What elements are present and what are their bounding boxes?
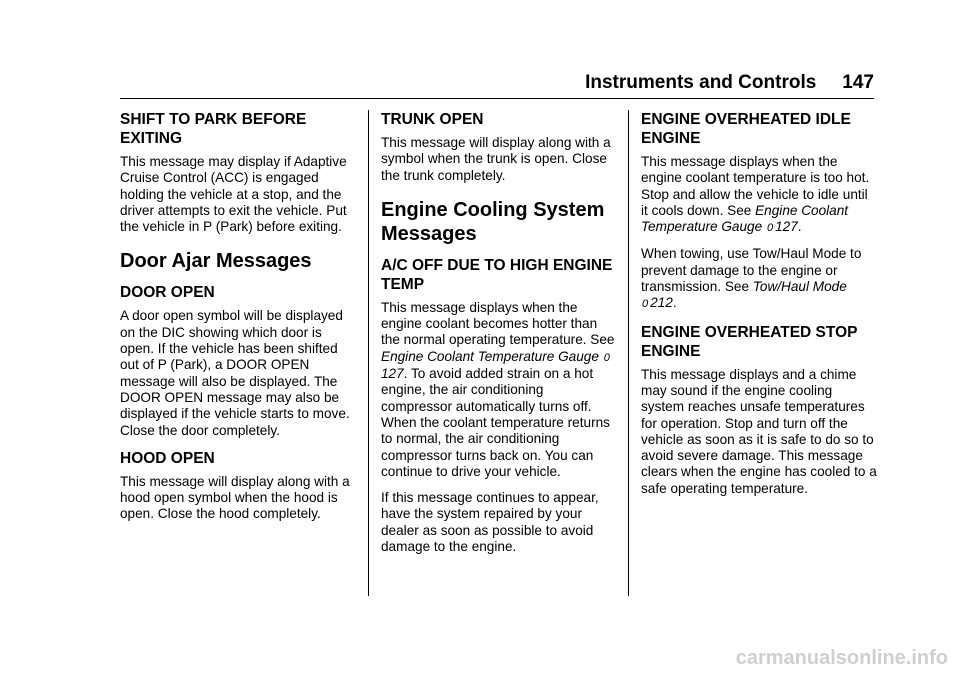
section-title: Instruments and Controls bbox=[585, 72, 817, 93]
page-ref-arrow-icon: 0 bbox=[603, 351, 610, 364]
text: . bbox=[672, 295, 677, 311]
column-2 bbox=[381, 110, 617, 565]
heading-door-open: DOOR OPEN bbox=[120, 284, 215, 302]
link-text: Engine Coolant Temperature Gauge bbox=[641, 202, 849, 235]
page-ref-arrow-icon: 0 bbox=[766, 222, 774, 235]
page-ref: 127 bbox=[775, 219, 798, 235]
page-header bbox=[120, 66, 874, 98]
paragraph-ac-off bbox=[381, 300, 617, 480]
text: . bbox=[797, 219, 802, 235]
header-title bbox=[585, 72, 874, 94]
heading-hood-open: HOOD OPEN bbox=[120, 449, 215, 467]
paragraph-hood-open: This message will display along with a hood open symbol when the hood is open. Close the hood completely. bbox=[120, 473, 350, 522]
column-3 bbox=[641, 110, 877, 507]
paragraph-trunk-open: This message will display along with a symbol when the trunk is open. Close the trunk completely. bbox=[381, 135, 611, 183]
section-door-ajar: Door Ajar Messages bbox=[120, 250, 312, 273]
heading-overheated-stop: ENGINE OVERHEATED STOP ENGINE bbox=[641, 323, 858, 360]
link-text: Engine Coolant Temperature Gauge bbox=[381, 348, 599, 364]
heading-shift-to-park: SHIFT TO PARK BEFORE EXITING bbox=[120, 111, 307, 147]
paragraph-towing bbox=[641, 246, 877, 312]
paragraph-ac-continues: If this message continues to appear, have the system repaired by your dealer as soon as possible to avoid damage to the engine. bbox=[381, 490, 599, 555]
link-text: Tow/Haul Mode bbox=[752, 279, 847, 295]
paragraph-door-open: A door open symbol will be displayed on the DIC showing which door is open. If the vehicle has been shifted out of P (Park), a DOOR OPEN message will also be displayed. The DOOR OPEN message may also be displayed if the vehicle starts to move. Close the door completely. bbox=[120, 308, 350, 438]
page-number: 147 bbox=[842, 72, 874, 93]
text: When towing, use Tow/Haul Mode to prevent damage to the engine or transmission. See bbox=[641, 246, 862, 295]
column-divider-2 bbox=[628, 110, 629, 596]
page-ref-arrow-icon: 0 bbox=[642, 298, 649, 311]
watermark: carmanualsonline.info bbox=[735, 647, 948, 669]
text: This message displays when the engine coolant temperature is too hot. Stop and allow the vehicle to idle until it cools down. See bbox=[641, 154, 870, 218]
heading-overheated-idle: ENGINE OVERHEATED IDLE ENGINE bbox=[641, 111, 851, 147]
heading-trunk-open: TRUNK OPEN bbox=[381, 111, 484, 128]
text: . To avoid added strain on a hot engine, the air conditioning compressor automatically turns off. When the coolant temperature returns to normal, the air conditioning compressor turns back on. You can continue to drive your vehicle. bbox=[381, 366, 610, 479]
section-engine-cooling: Engine Cooling System Messages bbox=[381, 198, 605, 245]
text: This message displays when the engine coolant becomes hotter than the normal operating temperature. See bbox=[381, 299, 615, 348]
column-divider-1 bbox=[368, 110, 369, 596]
column-1 bbox=[120, 110, 356, 533]
page-ref: 127 bbox=[381, 366, 404, 382]
paragraph-shift-to-park: This message may display if Adaptive Cruise Control (ACC) is engaged holding the vehicle at a stop, and the driver attempts to exit the vehicle. Put the vehicle in P (Park) before exiting. bbox=[120, 154, 347, 235]
page-ref: 212 bbox=[650, 295, 673, 311]
paragraph-overheated-idle bbox=[641, 154, 877, 236]
paragraph-overheated-stop: This message displays and a chime may sound if the engine cooling system reaches unsafe temperatures for operation. Stop and turn off the vehicle as soon as it is safe to do so to avoid severe damage. This message clears when the engine has cooled to a safe operating temperature. bbox=[641, 366, 877, 496]
header-rule bbox=[120, 98, 874, 99]
heading-ac-off: A/C OFF DUE TO HIGH ENGINE TEMP bbox=[381, 256, 613, 293]
